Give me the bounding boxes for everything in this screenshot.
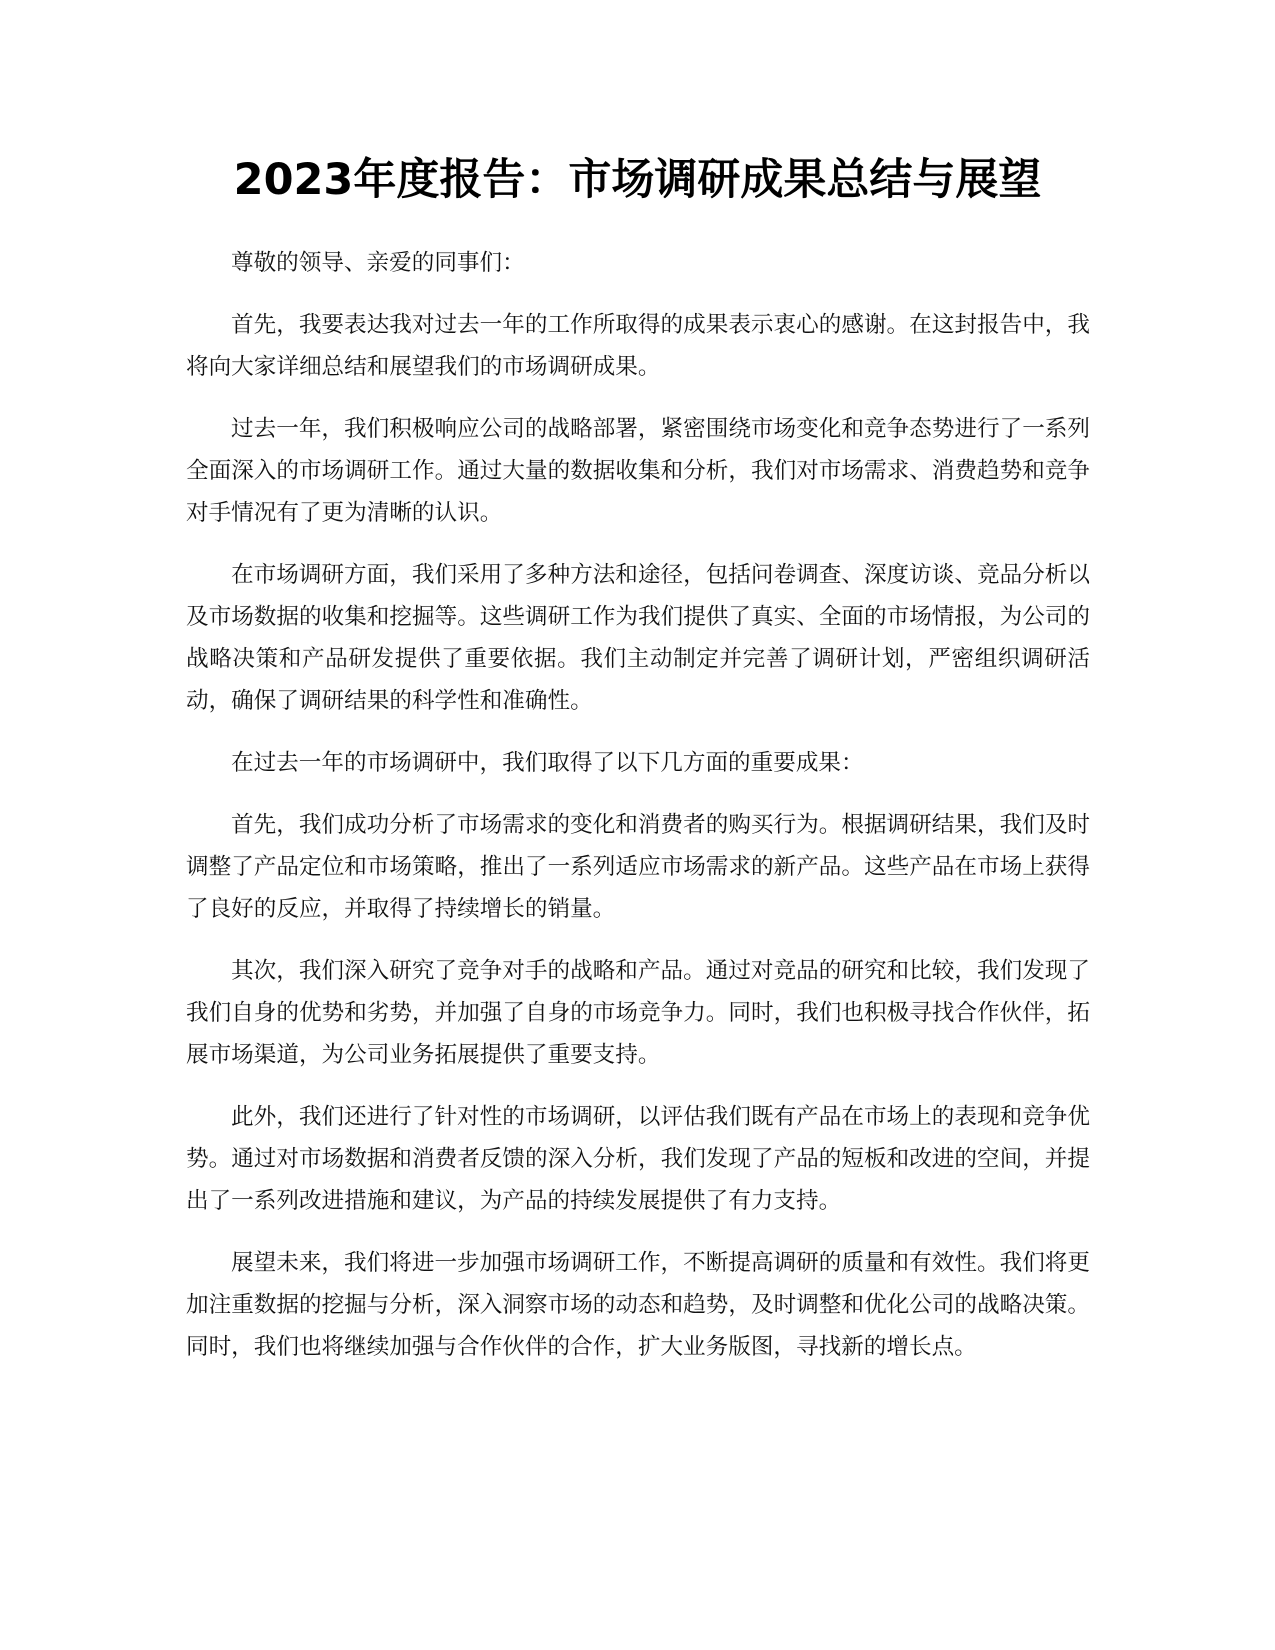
paragraph-methods: 在市场调研方面，我们采用了多种方法和途径，包括问卷调查、深度访谈、竞品分析以及市场数据的收集和挖掘等。这些调研工作为我们提供了真实、全面的市场情报，为公司的战略决策和产品研发提供了重要依据。我们主动制定并完善了调研计划，严密组织调研活动，确保了调研结果的科学性和准确性。	[186, 562, 1090, 714]
document-body	[186, 242, 1090, 1388]
paragraph-overview: 过去一年，我们积极响应公司的战略部署，紧密围绕市场变化和竞争态势进行了一系列全面深入的市场调研工作。通过大量的数据收集和分析，我们对市场需求、消费趋势和竞争对手情况有了更为清晰的认识。	[186, 416, 1090, 526]
document-title: 2023年度报告：市场调研成果总结与展望	[233, 155, 1042, 205]
paragraph-outlook: 展望未来，我们将进一步加强市场调研工作，不断提高调研的质量和有效性。我们将更加注重数据的挖掘与分析，深入洞察市场的动态和趋势，及时调整和优化公司的战略决策。同时，我们也将继续加强与合作伙伴的合作，扩大业务版图，寻找新的增长点。	[186, 1250, 1090, 1360]
paragraph-intro: 首先，我要表达我对过去一年的工作所取得的成果表示衷心的感谢。在这封报告中，我将向大家详细总结和展望我们的市场调研成果。	[186, 312, 1090, 380]
paragraph-result-demand: 首先，我们成功分析了市场需求的变化和消费者的购买行为。根据调研结果，我们及时调整了产品定位和市场策略，推出了一系列适应市场需求的新产品。这些产品在市场上获得了良好的反应，并取得了持续增长的销量。	[186, 812, 1090, 922]
paragraph-result-evaluation: 此外，我们还进行了针对性的市场调研，以评估我们既有产品在市场上的表现和竞争优势。通过对市场数据和消费者反馈的深入分析，我们发现了产品的短板和改进的空间，并提出了一系列改进措施和建议，为产品的持续发展提供了有力支持。	[186, 1104, 1090, 1214]
salutation: 尊敬的领导、亲爱的同事们：	[231, 250, 525, 276]
paragraph-results-lead: 在过去一年的市场调研中，我们取得了以下几方面的重要成果：	[231, 750, 864, 776]
paragraph-result-competitors: 其次，我们深入研究了竞争对手的战略和产品。通过对竞品的研究和比较，我们发现了我们自身的优势和劣势，并加强了自身的市场竞争力。同时，我们也积极寻找合作伙伴，拓展市场渠道，为公司业务拓展提供了重要支持。	[186, 958, 1090, 1068]
